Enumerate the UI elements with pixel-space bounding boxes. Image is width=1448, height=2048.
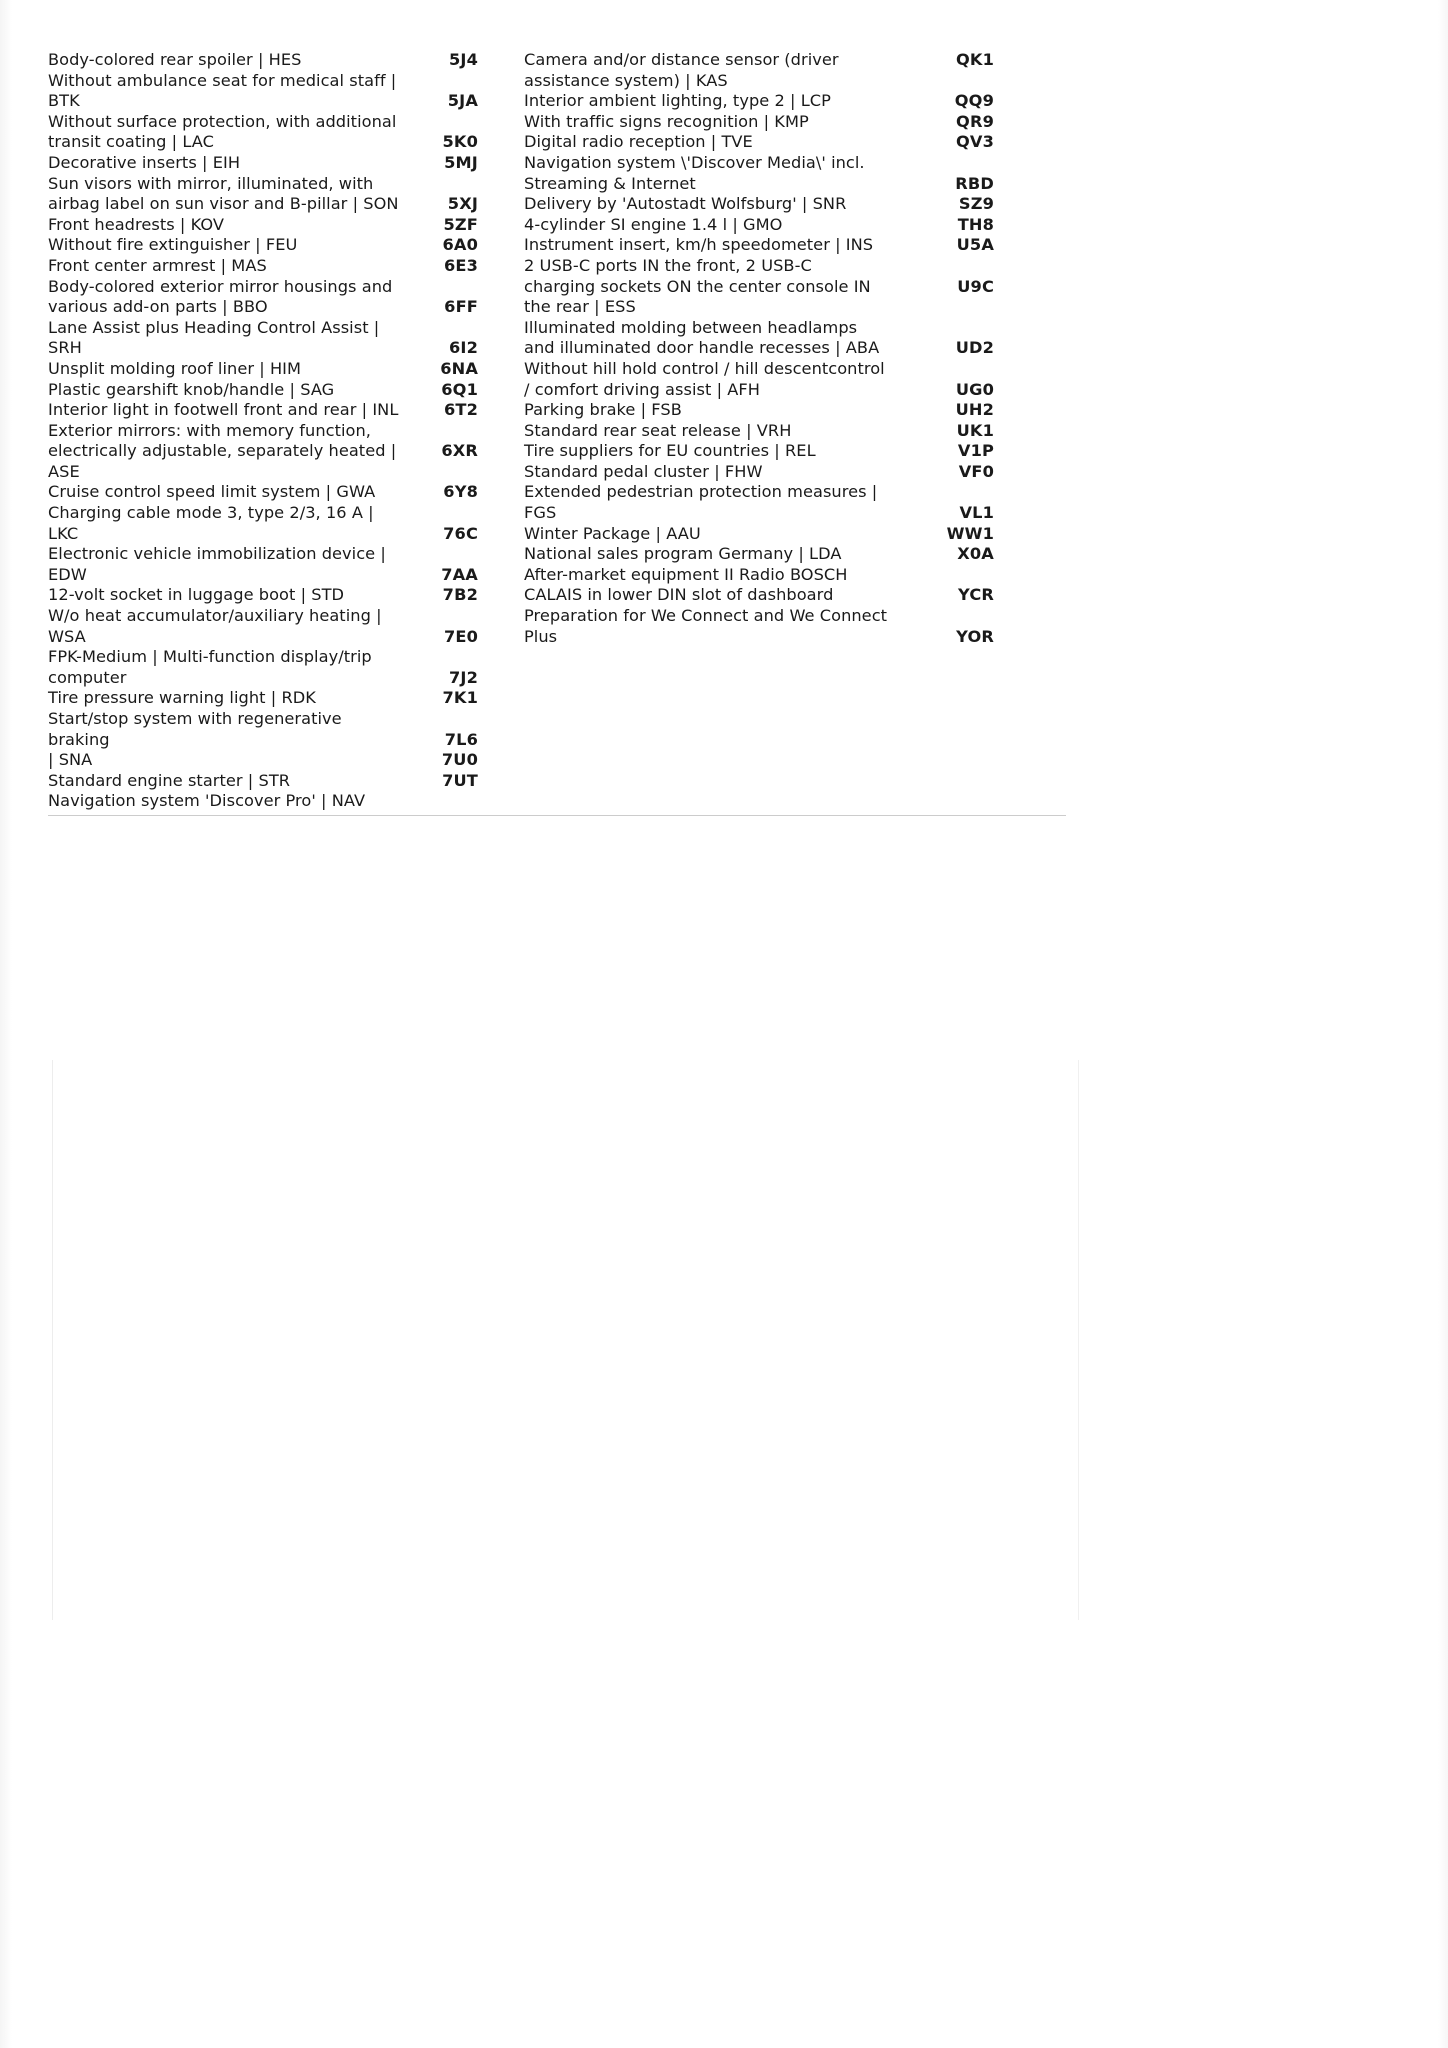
option-description-line: Exterior mirrors: with memory function, bbox=[48, 420, 371, 440]
option-description-line: 2 USB-C ports IN the front, 2 USB-C bbox=[524, 255, 812, 275]
option-code: U5A bbox=[956, 235, 994, 255]
option-code: VF0 bbox=[958, 461, 994, 481]
left-option-block bbox=[48, 50, 478, 812]
option-description-line: SRH bbox=[48, 338, 82, 358]
option-code: TH8 bbox=[957, 214, 994, 234]
option-description-line: Decorative inserts | EIH bbox=[48, 152, 241, 172]
option-description-line: Instrument insert, km/h speedometer | INS bbox=[524, 235, 874, 255]
option-code: YOR bbox=[956, 626, 994, 646]
option-description-line: / comfort driving assist | AFH bbox=[524, 379, 760, 399]
option-code: V1P bbox=[957, 441, 994, 461]
option-description-line: WSA bbox=[48, 626, 86, 646]
option-description-line: Tire pressure warning light | RDK bbox=[48, 688, 316, 708]
option-description-line: Unsplit molding roof liner | HIM bbox=[48, 358, 302, 378]
option-description-line: and illuminated door handle recesses | ABA bbox=[524, 338, 880, 358]
option-description-line: electrically adjustable, separately heated | bbox=[48, 441, 397, 461]
option-description-line: Front headrests | KOV bbox=[48, 214, 225, 234]
option-description-line: Body-colored rear spoiler | HES bbox=[48, 50, 302, 69]
option-code: 6E3 bbox=[443, 255, 478, 275]
option-description-line: | SNA bbox=[48, 750, 93, 770]
option-description-line: CALAIS in lower DIN slot of dashboard bbox=[524, 585, 834, 605]
option-description-line: Tire suppliers for EU countries | REL bbox=[524, 441, 816, 461]
option-code: 76C bbox=[443, 523, 478, 543]
option-code: U9C bbox=[957, 276, 994, 296]
option-description-line: 12-volt socket in luggage boot | STD bbox=[48, 585, 345, 605]
option-code: 5MJ bbox=[444, 152, 478, 172]
option-code: WW1 bbox=[946, 523, 994, 543]
right-option-block bbox=[524, 50, 994, 647]
option-code: 7E0 bbox=[443, 626, 478, 646]
option-code: 5JA bbox=[447, 91, 478, 111]
option-code: UG0 bbox=[955, 379, 994, 399]
option-description-line: transit coating | LAC bbox=[48, 132, 214, 152]
option-code: SZ9 bbox=[958, 194, 994, 214]
option-description-line: With traffic signs recognition | KMP bbox=[524, 111, 809, 131]
option-description-line: Extended pedestrian protection measures | bbox=[524, 482, 878, 502]
option-description-line: LKC bbox=[48, 523, 79, 543]
scan-artifact-line-right bbox=[1078, 1060, 1079, 1620]
option-description-line: Without fire extinguisher | FEU bbox=[48, 235, 298, 255]
option-description-line: Without surface protection, with additional bbox=[48, 111, 397, 131]
option-code-content bbox=[48, 50, 1048, 812]
scan-edge-right bbox=[1438, 0, 1448, 2048]
option-code: 6Y8 bbox=[443, 482, 478, 502]
option-description-line: Digital radio reception | TVE bbox=[524, 132, 753, 152]
option-code: RBD bbox=[955, 173, 994, 193]
option-code: 7B2 bbox=[442, 585, 478, 605]
option-description-line: assistance system) | KAS bbox=[524, 70, 728, 90]
option-code: QK1 bbox=[955, 50, 994, 69]
option-code: 7U0 bbox=[441, 750, 478, 770]
option-code: 6XR bbox=[441, 441, 478, 461]
option-description-line: Plus bbox=[524, 626, 558, 646]
option-code: 6Q1 bbox=[441, 379, 478, 399]
option-code: 7AA bbox=[441, 564, 478, 584]
option-description-line: Front center armrest | MAS bbox=[48, 255, 267, 275]
option-description-line: EDW bbox=[48, 564, 87, 584]
scan-artifact-line-left bbox=[52, 1060, 53, 1620]
option-description-line: Start/stop system with regenerative braking bbox=[48, 709, 347, 749]
option-code: 6FF bbox=[444, 297, 478, 317]
option-description-line: National sales program Germany | LDA bbox=[524, 544, 842, 564]
option-description-line: Delivery by 'Autostadt Wolfsburg' | SNR bbox=[524, 194, 847, 214]
option-code: 6A0 bbox=[442, 235, 478, 255]
option-code: 7J2 bbox=[449, 667, 478, 687]
option-code: YCR bbox=[958, 585, 994, 605]
option-code: QR9 bbox=[956, 111, 994, 131]
option-code: 5K0 bbox=[442, 132, 478, 152]
option-description-line: W/o heat accumulator/auxiliary heating | bbox=[48, 606, 382, 626]
scan-edge-left bbox=[0, 0, 12, 2048]
option-description-line: various add-on parts | BBO bbox=[48, 297, 268, 317]
option-description-line: Navigation system 'Discover Pro' | NAV bbox=[48, 791, 366, 811]
left-code-column bbox=[416, 50, 478, 791]
option-description-line: Navigation system \'Discover Media\' incl. bbox=[524, 152, 865, 172]
option-description-line: Camera and/or distance sensor (driver bbox=[524, 50, 839, 69]
option-description-line: FGS bbox=[524, 503, 557, 523]
option-description-line: Interior ambient lighting, type 2 | LCP bbox=[524, 91, 831, 111]
option-description-line: the rear | ESS bbox=[524, 297, 636, 317]
option-code: 5ZF bbox=[443, 214, 478, 234]
option-description-line: Parking brake | FSB bbox=[524, 400, 682, 420]
option-code: 7L6 bbox=[444, 729, 478, 749]
option-description-line: Lane Assist plus Heading Control Assist | bbox=[48, 317, 380, 337]
left-description-column bbox=[48, 50, 408, 812]
option-description-line: Interior light in footwell front and rear | INL bbox=[48, 400, 399, 420]
option-code: QQ9 bbox=[954, 91, 994, 111]
option-description-line: Without ambulance seat for medical staff | bbox=[48, 70, 397, 90]
option-description-line: Standard engine starter | STR bbox=[48, 770, 291, 790]
option-description-line: 4-cylinder SI engine 1.4 l | GMO bbox=[524, 214, 783, 234]
option-description-line: ASE bbox=[48, 461, 80, 481]
option-code: 6T2 bbox=[443, 400, 478, 420]
option-description-line: Plastic gearshift knob/handle | SAG bbox=[48, 379, 335, 399]
option-description-line: charging sockets ON the center console IN bbox=[524, 276, 871, 296]
option-description-line: Electronic vehicle immobilization device | bbox=[48, 544, 386, 564]
option-code: QV3 bbox=[955, 132, 994, 152]
option-code: 5XJ bbox=[447, 194, 478, 214]
option-code: 6I2 bbox=[449, 338, 478, 358]
option-code: X0A bbox=[957, 544, 994, 564]
option-code: 7K1 bbox=[442, 688, 478, 708]
option-description-line: Illuminated molding between headlamps bbox=[524, 317, 858, 337]
option-description-line: After-market equipment II Radio BOSCH bbox=[524, 564, 848, 584]
section-separator-rule bbox=[48, 815, 1066, 816]
option-description-line: airbag label on sun visor and B-pillar | SON bbox=[48, 194, 399, 214]
option-code: 6NA bbox=[440, 358, 478, 378]
option-description-line: Standard pedal cluster | FHW bbox=[524, 461, 763, 481]
option-description-line: Sun visors with mirror, illuminated, with bbox=[48, 173, 374, 193]
option-code: UD2 bbox=[955, 338, 994, 358]
two-column-layout bbox=[48, 50, 1048, 812]
option-description-line: computer bbox=[48, 667, 127, 687]
option-description-line: Body-colored exterior mirror housings and bbox=[48, 276, 393, 296]
option-description-line: FPK-Medium | Multi-function display/trip bbox=[48, 647, 372, 667]
option-description-line: Preparation for We Connect and We Connect bbox=[524, 606, 888, 626]
option-description-line: Charging cable mode 3, type 2/3, 16 A | bbox=[48, 503, 374, 523]
option-description-line: BTK bbox=[48, 91, 80, 111]
option-code: UH2 bbox=[955, 400, 994, 420]
right-description-column bbox=[524, 50, 920, 647]
option-code: UK1 bbox=[956, 420, 994, 440]
option-description-line: Without hill hold control / hill descentcontrol bbox=[524, 358, 885, 378]
right-code-column bbox=[932, 50, 994, 647]
option-code: 7UT bbox=[442, 770, 478, 790]
option-description-line: Streaming & Internet bbox=[524, 173, 696, 193]
option-description-line: Standard rear seat release | VRH bbox=[524, 420, 792, 440]
option-code: 5J4 bbox=[449, 50, 478, 69]
option-description-line: Cruise control speed limit system | GWA bbox=[48, 482, 376, 502]
option-description-line: Winter Package | AAU bbox=[524, 523, 701, 543]
option-code: VL1 bbox=[959, 503, 994, 523]
